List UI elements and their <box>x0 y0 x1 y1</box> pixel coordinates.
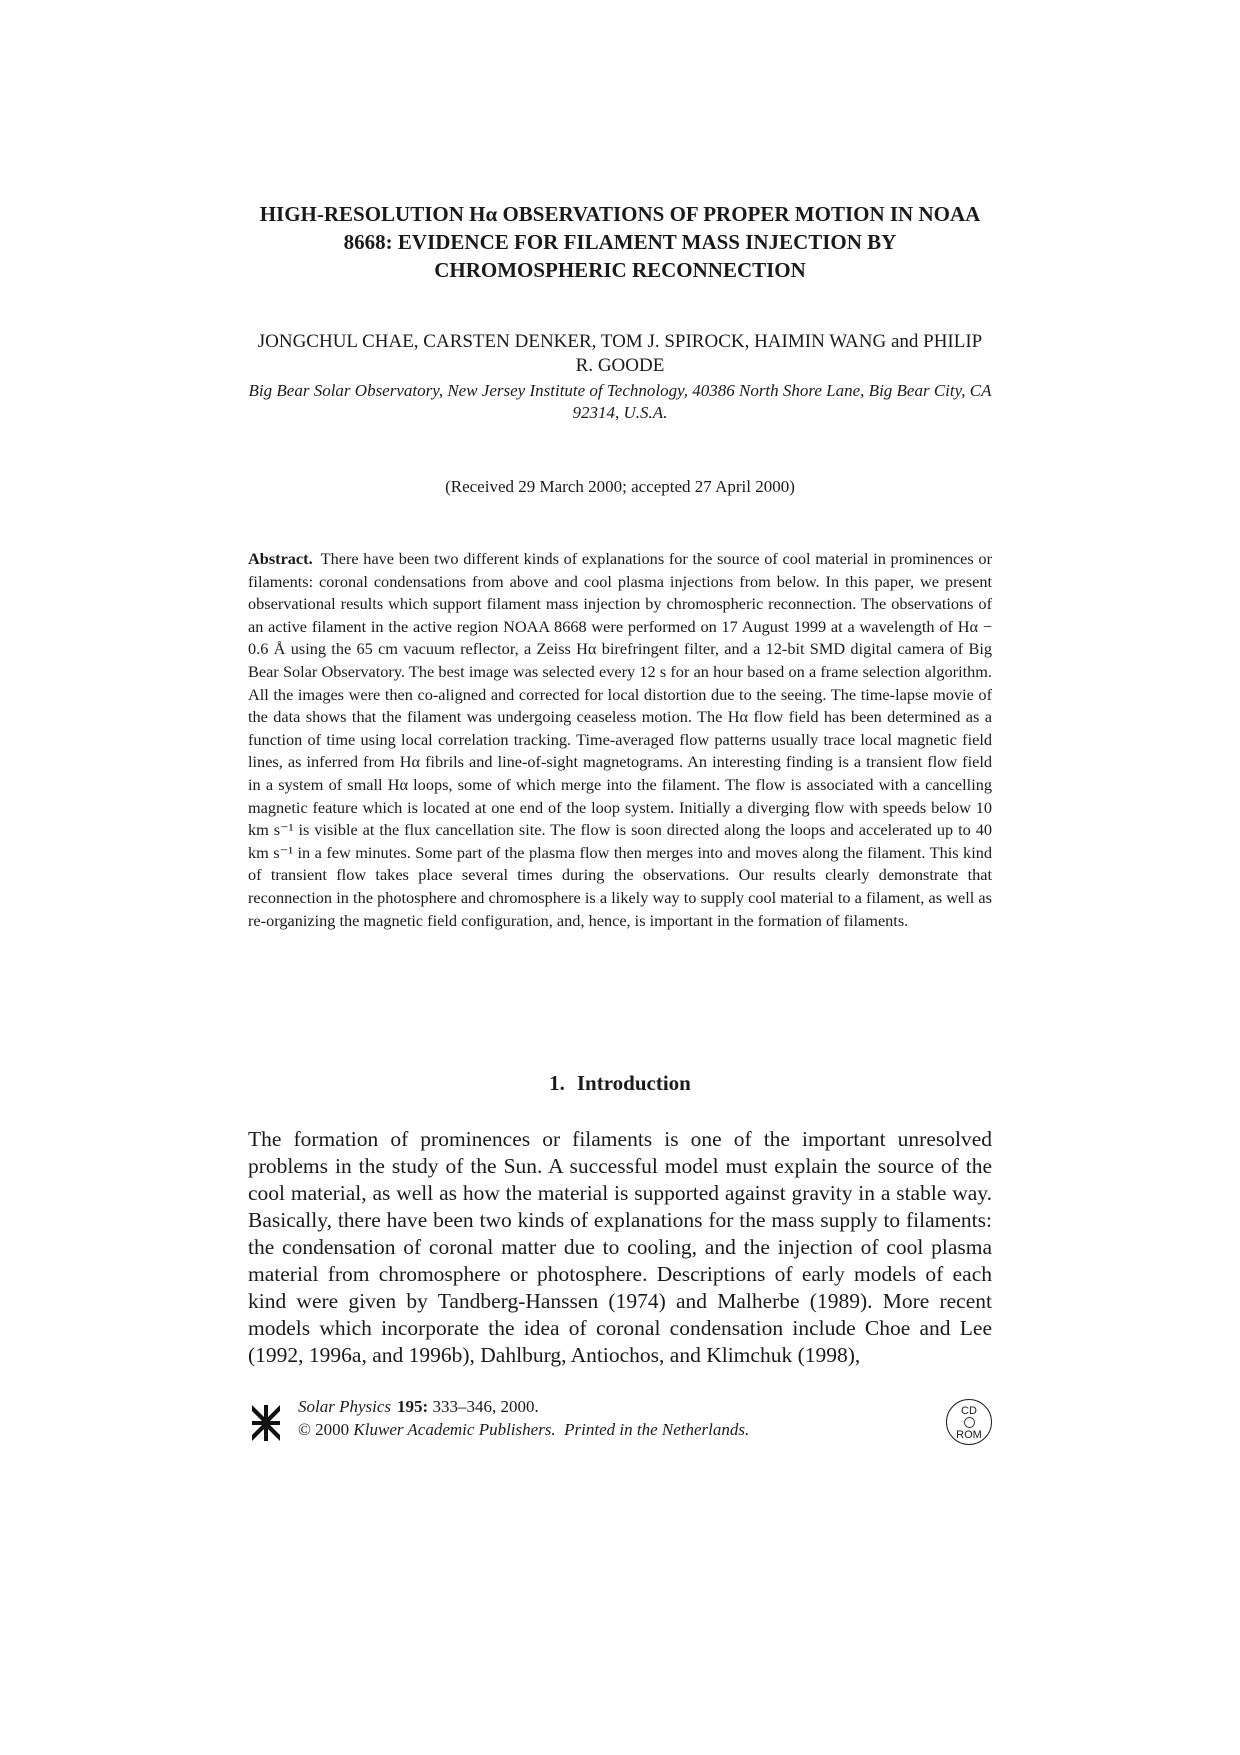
cd-label: CD <box>961 1405 977 1417</box>
citation-line-1 <box>298 1395 749 1418</box>
publisher-name: Kluwer Academic Publishers. <box>353 1420 556 1439</box>
volume-number: 195: <box>397 1397 429 1416</box>
citation <box>298 1395 749 1441</box>
page-range: 333–346, 2000. <box>432 1397 539 1416</box>
introduction-text: The formation of prominences or filaments is one of the important unresolved problems in the study of the Sun. A successful model must explain the source of the cool material, as well as how the material is supported against gravity in a stable way. Basically, there have been two kinds of explanations for the mass supply to filaments: the condensation of coronal matter due to cooling, and the injection of cool plasma material from chromosphere or photosphere. Descriptions of early models of each kind were given by Tandberg-Hanssen (1974) and Malherbe (1989). More recent models which incorporate the idea of coronal condensation include Choe and Lee (1992, 1996a, and 1996b), Dahlburg, Antiochos, and Klimchuk (1998), <box>248 1127 992 1367</box>
abstract-text: There have been two different kinds of explanations for the source of cool material in prominences or filaments: coronal condensations from above and cool plasma injections from below. In this paper, we present observational results which support filament mass injection by chromospheric reconnection. The observations of an active filament in the active region NOAA 8668 were performed on 17 August 1999 at a wavelength of Hα − 0.6 Å using the 65 cm vacuum reflector, a Zeiss Hα birefringent filter, and a 12-bit SMD digital camera of Big Bear Solar Observatory. The best image was selected every 12 s for an hour based on a frame selection algorithm. All the images were then co-aligned and corrected for local distortion due to the seeing. The time-lapse movie of the data shows that the filament was undergoing ceaseless motion. The Hα flow field has been determined as a function of time using local correlation tracking. Time-averaged flow patterns usually trace local magnetic field lines, as inferred from Hα fibrils and line-of-sight magnetograms. An interesting finding is a transient flow field in a system of small Hα loops, some of which merge into the filament. The flow is associated with a cancelling magnetic feature which is located at one end of the loop system. Initially a diverging flow with speeds below 10 km s⁻¹ is visible at the flux cancellation site. The flow is soon directed along the loops and accelerated up to 40 km s⁻¹ in a few minutes. Some part of the plasma flow then merges into and moves along the filament. This kind of transient flow takes place several times during the observations. Our results clearly demonstrate that reconnection in the photosphere and chromosphere is a likely way to supply cool material to a filament, as well as re-organizing the magnetic field configuration, and, hence, is important in the formation of filaments. <box>248 549 992 930</box>
publisher-logo-icon <box>248 1403 284 1443</box>
rom-label: ROM <box>956 1429 982 1441</box>
received-dates: (Received 29 March 2000; accepted 27 April 2000) <box>445 477 795 496</box>
citation-line-2 <box>298 1418 749 1441</box>
paper-title: HIGH-RESOLUTION Hα OBSERVATIONS OF PROPER MOTION IN NOAA 8668: EVIDENCE FOR FILAMENT MASS INJECTION BY CHROMOSPHERIC RECONNECTION <box>259 202 981 282</box>
section-title: Introduction <box>576 1071 691 1095</box>
abstract-label: Abstract. <box>248 549 313 568</box>
author-list: JONGCHUL CHAE, CARSTEN DENKER, TOM J. SPIROCK, HAIMIN WANG and PHILIP R. GOODE <box>257 331 983 376</box>
copyright-year: © 2000 <box>298 1420 350 1439</box>
printed-location: Printed in the Netherlands. <box>564 1420 750 1439</box>
journal-name: Solar Physics <box>298 1397 392 1416</box>
abstract <box>248 548 992 932</box>
page-footer <box>248 1395 992 1451</box>
section-number: 1. <box>549 1071 565 1095</box>
cd-rom-icon <box>946 1399 992 1445</box>
affiliation: Big Bear Solar Observatory, New Jersey Institute of Technology, 40386 North Shore Lane, Big Bear City, CA 92314, U.S.A. <box>248 381 992 422</box>
cd-hole <box>964 1417 975 1428</box>
section-heading <box>248 1069 992 1097</box>
